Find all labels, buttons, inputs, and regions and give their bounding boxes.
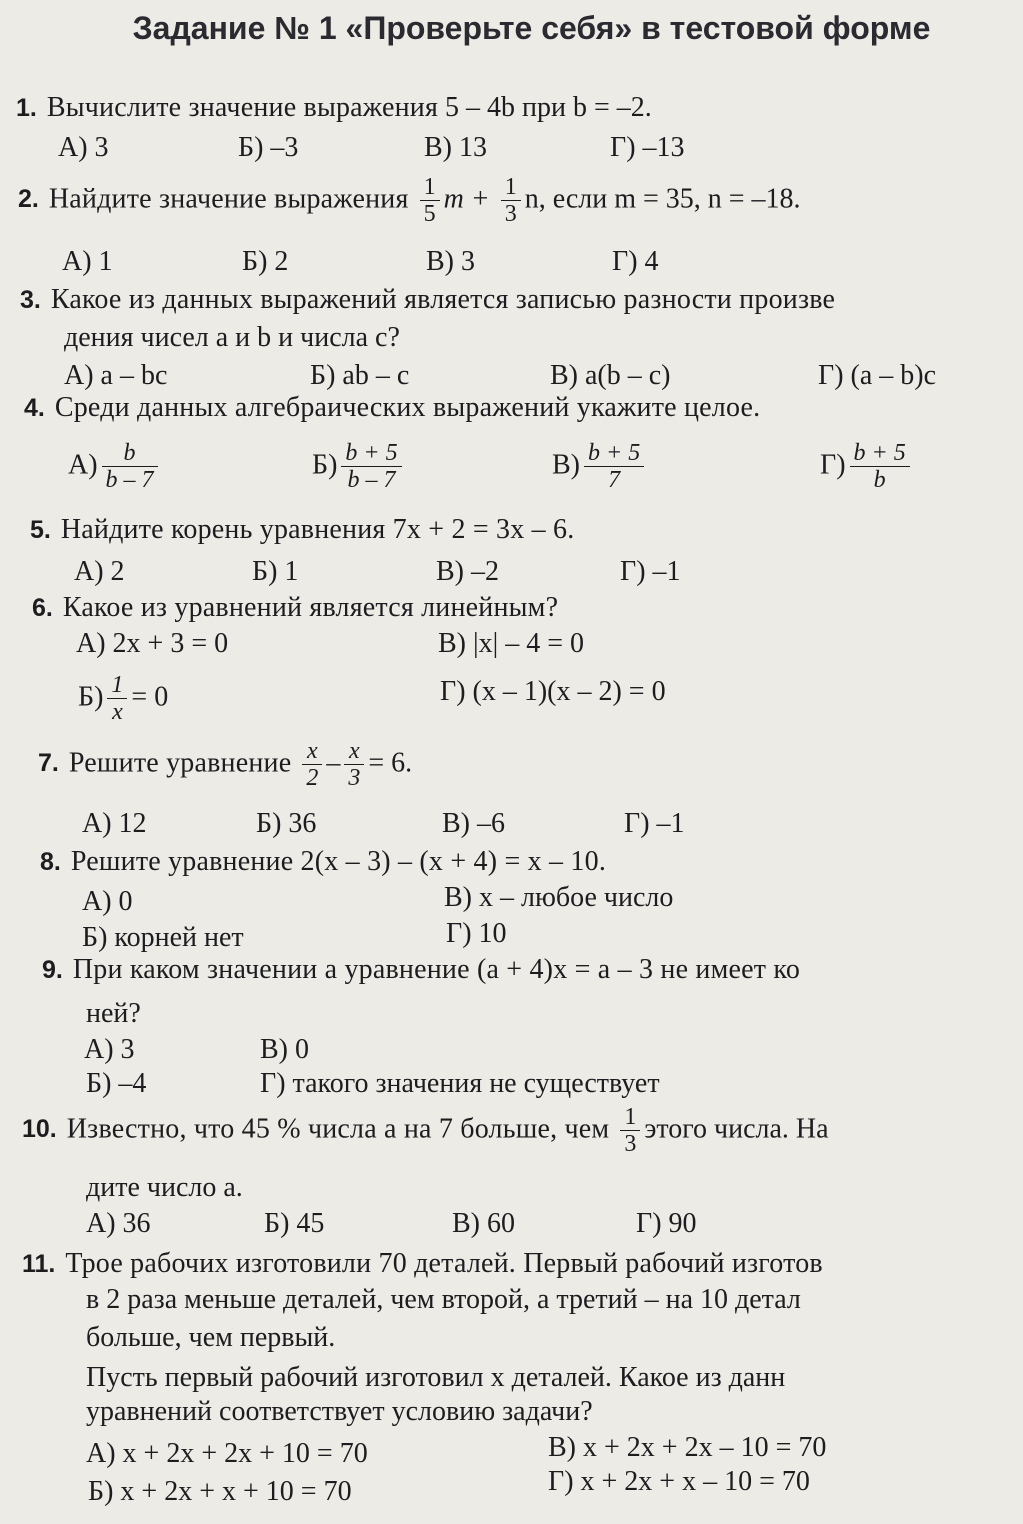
option-c: В) –2 xyxy=(436,556,499,587)
option-c: В) |x| – 4 = 0 xyxy=(438,628,585,659)
task-number: 10. xyxy=(22,1115,57,1144)
numerator: 1 xyxy=(501,174,521,201)
denominator: 3 xyxy=(348,765,361,792)
option-d: Г) –1 xyxy=(620,556,681,587)
option-d: Г) –1 xyxy=(624,808,685,839)
task-number: 7. xyxy=(38,749,59,778)
option-d: Г) такого значения не существует xyxy=(260,1068,660,1099)
option-b xyxy=(312,440,406,494)
task-1 xyxy=(16,92,652,124)
fraction xyxy=(107,672,127,726)
task-question-line: Пусть первый рабочий изготовил x деталей. Какое из данн xyxy=(86,1362,786,1393)
option-a: А) 1 xyxy=(62,246,113,277)
task-11-line2 xyxy=(86,1284,801,1316)
task-2 xyxy=(18,174,801,228)
option-c: В) x – любое число xyxy=(444,882,674,913)
option-label: Г) xyxy=(820,449,846,481)
task-11-line5 xyxy=(86,1396,593,1428)
task-5 xyxy=(30,514,574,546)
option-d: Г) x + 2x + x – 10 = 70 xyxy=(548,1466,810,1497)
option-label: А) xyxy=(68,449,98,481)
task-number: 9. xyxy=(42,956,63,984)
option-c: В) x + 2x + 2x – 10 = 70 xyxy=(548,1432,827,1463)
task-question-line: уравнений соответствует условию задачи? xyxy=(86,1396,593,1427)
task-question-line: Трое рабочих изготовили 70 деталей. Первый рабочий изготов xyxy=(65,1248,823,1279)
task-9-continued xyxy=(86,998,141,1030)
task-question: Вычислите значение выражения xyxy=(46,92,439,123)
option-label: В) xyxy=(552,449,580,481)
numerator: 1 xyxy=(107,672,127,699)
fraction xyxy=(341,440,401,494)
denominator: 7 xyxy=(608,467,621,494)
numerator: b + 5 xyxy=(341,440,401,467)
task-3-continued xyxy=(64,322,400,354)
task-question: Какое из уравнений является линейным? xyxy=(62,592,559,623)
option-d xyxy=(820,440,914,494)
option-d: Г) 4 xyxy=(612,246,659,277)
numerator: b xyxy=(102,440,158,467)
task-3 xyxy=(20,284,835,316)
option-b: Б) 2 xyxy=(242,246,289,277)
task-number: 3. xyxy=(20,286,41,314)
option-a xyxy=(68,440,162,494)
option-label: Б) xyxy=(312,449,338,481)
fraction xyxy=(344,738,364,792)
fraction xyxy=(501,174,521,228)
task-6 xyxy=(32,592,558,624)
option-d: Г) (x – 1)(x – 2) = 0 xyxy=(440,676,666,707)
option-b: Б) корней нет xyxy=(82,922,244,953)
task-10-continued xyxy=(86,1172,243,1204)
option-label: Б) xyxy=(78,681,104,713)
option-b: Б) –4 xyxy=(86,1068,147,1099)
numerator: x xyxy=(302,738,322,765)
option-b xyxy=(78,672,168,726)
option-a: А) 3 xyxy=(84,1034,135,1065)
option-c: В) –6 xyxy=(442,808,505,839)
denominator: b – 7 xyxy=(105,467,154,494)
task-number: 4. xyxy=(24,394,45,422)
numerator: 1 xyxy=(420,174,440,201)
option-b: Б) 36 xyxy=(256,808,317,839)
task-question: Решите уравнение 2(x – 3) – (x + 4) = x – 10. xyxy=(70,846,607,877)
minus-sign: – xyxy=(326,747,341,779)
task-4 xyxy=(24,392,760,424)
option-a: А) 2 xyxy=(74,556,125,587)
option-d: Г) (a – b)c xyxy=(818,360,937,391)
page-title: Задание № 1 «Проверьте себя» в тестовой форме xyxy=(132,10,931,46)
task-9 xyxy=(42,954,800,986)
task-number: 8. xyxy=(40,848,61,876)
option-d: Г) 10 xyxy=(446,918,507,949)
option-d: Г) 90 xyxy=(636,1208,697,1239)
option-c: В) a(b – c) xyxy=(550,360,671,391)
task-question-line: в 2 раза меньше деталей, чем второй, а третий – на 10 детал xyxy=(86,1284,801,1315)
option-a: А) 3 xyxy=(58,132,109,163)
denominator: 3 xyxy=(624,1131,637,1158)
numerator: b + 5 xyxy=(850,440,910,467)
fraction xyxy=(420,174,440,228)
task-8 xyxy=(40,846,606,878)
fraction xyxy=(620,1104,640,1158)
task-question: Найдите корень уравнения 7x + 2 = 3x – 6. xyxy=(60,514,575,545)
option-d: Г) –13 xyxy=(610,132,685,163)
denominator: b – 7 xyxy=(347,467,396,494)
equation-tail: = 6. xyxy=(368,747,413,779)
expression-part: m + xyxy=(443,183,490,215)
task-number: 2. xyxy=(18,185,39,214)
fraction xyxy=(302,738,322,792)
task-question-line: больше, чем первый. xyxy=(86,1322,336,1353)
option-b: Б) x + 2x + x + 10 = 70 xyxy=(88,1476,352,1507)
option-c: В) 60 xyxy=(452,1208,515,1239)
option-b: Б) 45 xyxy=(264,1208,325,1239)
task-number: 11. xyxy=(22,1250,56,1278)
task-11 xyxy=(22,1248,823,1280)
option-c: В) 13 xyxy=(424,132,487,163)
expression-part: n, если m = 35, n = –18. xyxy=(524,183,801,215)
option-c: В) 3 xyxy=(426,246,475,277)
numerator: b + 5 xyxy=(584,440,644,467)
option-c: В) 0 xyxy=(260,1034,309,1065)
task-question: Известно, что 45 % числа a на 7 больше, чем xyxy=(66,1113,610,1145)
option-a: А) 2x + 3 = 0 xyxy=(76,628,229,659)
task-question-line: При каком значении a уравнение (a + 4)x = a – 3 не имеет ко xyxy=(72,954,801,985)
numerator: 1 xyxy=(620,1104,640,1131)
task-7 xyxy=(38,738,412,792)
option-a: А) x + 2x + 2x + 10 = 70 xyxy=(86,1438,368,1469)
option-b: Б) 1 xyxy=(252,556,299,587)
task-question: Среди данных алгебраических выражений укажите целое. xyxy=(54,392,761,423)
task-11-line3 xyxy=(86,1322,335,1354)
task-question-tail: этого числа. На xyxy=(644,1113,829,1145)
denominator: 5 xyxy=(423,201,436,228)
task-question-line: ней? xyxy=(86,998,141,1029)
option-a: А) 36 xyxy=(86,1208,151,1239)
equation-tail: = 0 xyxy=(131,681,169,713)
denominator: 3 xyxy=(504,201,517,228)
task-10 xyxy=(22,1104,829,1158)
task-11-line4 xyxy=(86,1362,785,1394)
task-question: Найдите значение выражения xyxy=(48,183,409,215)
task-question-line: дите число a. xyxy=(86,1172,243,1203)
task-question-line: дения чисел a и b и числа c? xyxy=(64,322,400,353)
option-c xyxy=(552,440,648,494)
task-expression: 5 – 4b при b = –2. xyxy=(445,92,652,123)
denominator: b xyxy=(873,467,886,494)
denominator: 2 xyxy=(306,765,319,792)
option-a: А) a – bc xyxy=(64,360,168,391)
task-number: 6. xyxy=(32,594,53,622)
task-number: 1. xyxy=(16,94,37,122)
option-a: А) 12 xyxy=(82,808,147,839)
option-b: Б) ab – c xyxy=(310,360,410,391)
task-question-line: Какое из данных выражений является записью разности произве xyxy=(50,284,836,315)
task-question: Решите уравнение xyxy=(68,747,292,779)
option-b: Б) –3 xyxy=(238,132,299,163)
fraction xyxy=(850,440,910,494)
fraction xyxy=(584,440,644,494)
denominator: x xyxy=(112,699,123,726)
task-number: 5. xyxy=(30,516,51,544)
option-a: А) 0 xyxy=(82,886,133,917)
fraction xyxy=(102,440,158,494)
numerator: x xyxy=(344,738,364,765)
